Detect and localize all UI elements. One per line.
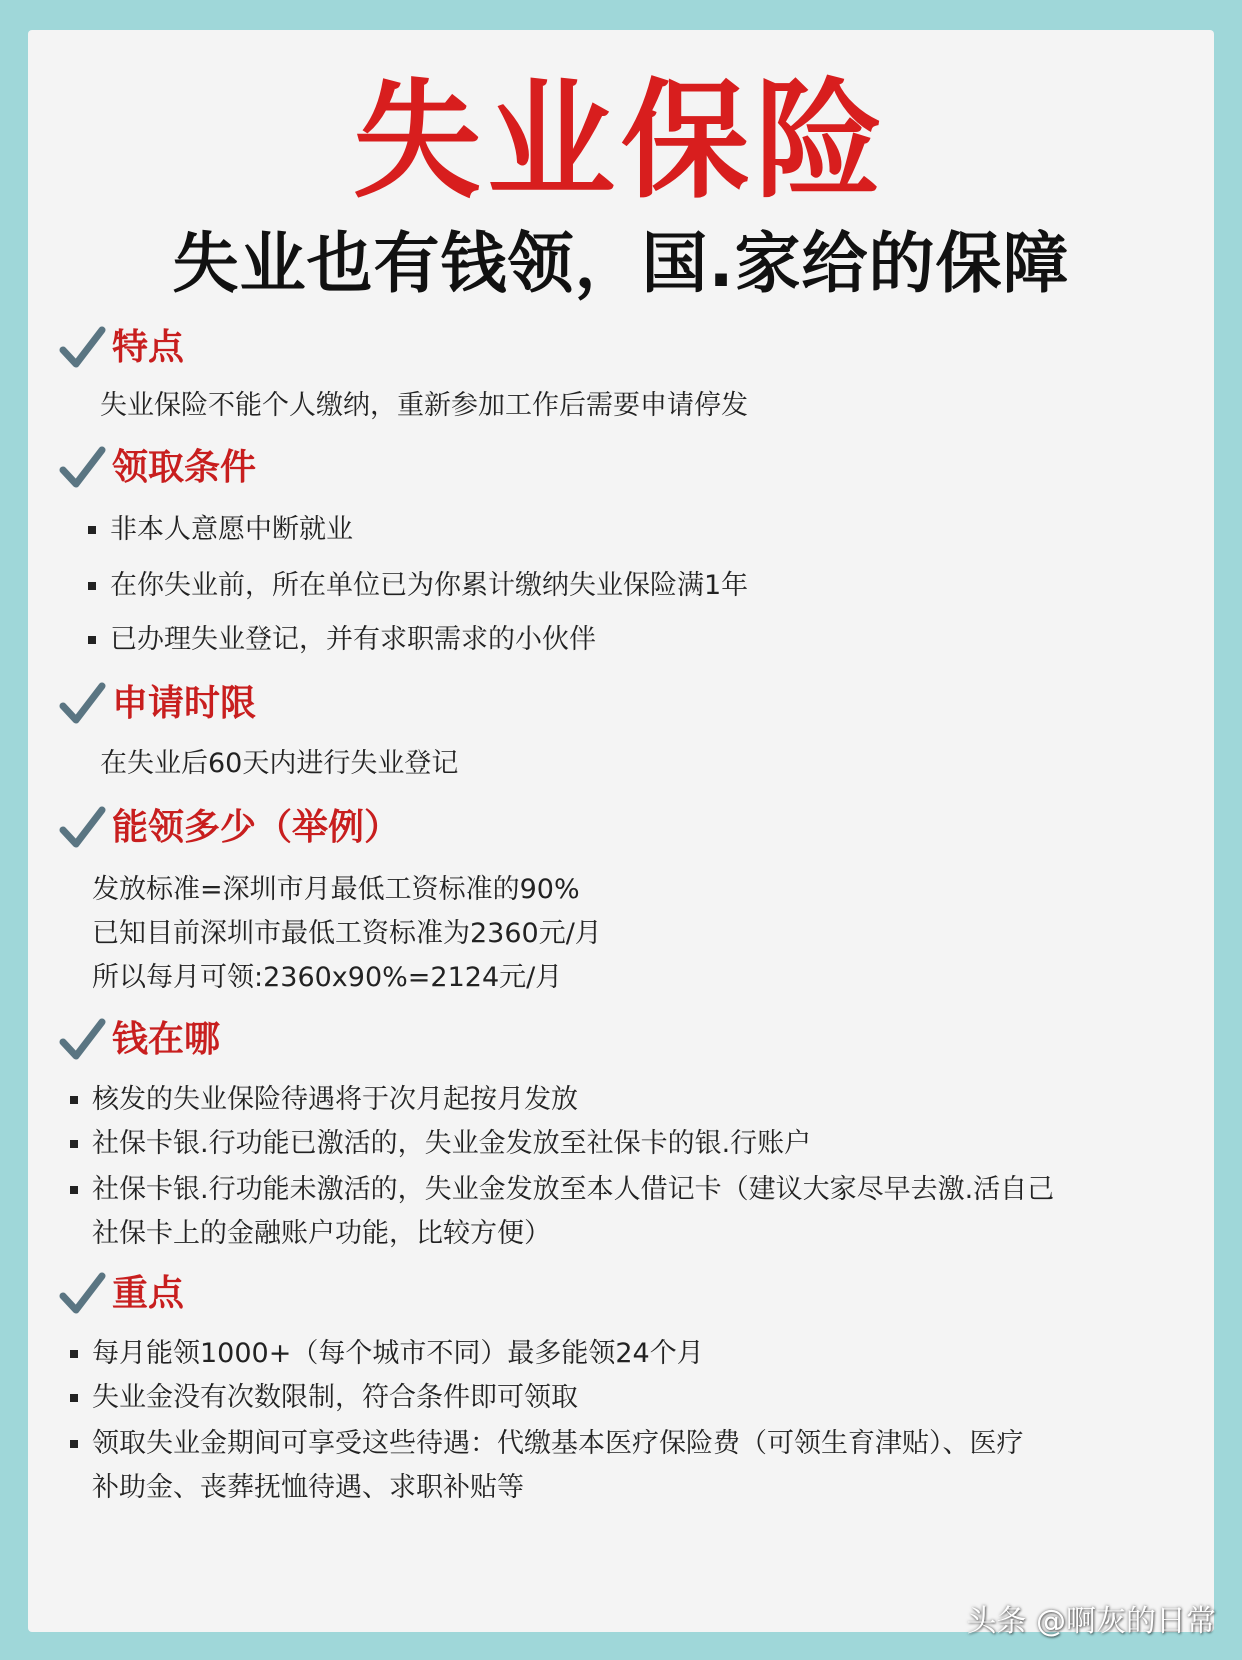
watermark: 头条 @啊灰的日常 [966,1604,1216,1639]
section-title: 特点 [112,327,185,368]
list-item: 在你失业前，所在单位已为你累计缴纳失业保险满1年 [110,566,748,606]
list-item: 每月能领1000+（每个城市不同）最多能领24个月 [92,1334,704,1374]
section-heading-amount [58,800,400,856]
section-text: 发放标准=深圳市月最低工资标准的90% [92,874,580,905]
checkmark-icon [58,1270,106,1318]
list-item: 失业金没有次数限制，符合条件即可领取 [92,1378,578,1418]
checkmark-icon [58,324,106,372]
section-title: 领取条件 [112,447,257,488]
list-item: 核发的失业保险待遇将于次月起按月发放 [92,1080,578,1120]
section-text: 已知目前深圳市最低工资标准为2360元/月 [92,918,602,949]
section-title: 能领多少（举例） [112,807,401,848]
section-title: 钱在哪 [112,1019,221,1060]
section-heading-key-points [58,1266,184,1322]
section-text: 所以每月可领:2360x90%=2124元/月 [92,962,563,993]
list-item: 已办理失业登记，并有求职需求的小伙伴 [110,620,596,660]
list-item: 社保卡银.行功能未激活的，失业金发放至本人借记卡（建议大家尽早去激.活自己 [92,1170,1054,1210]
section-heading-payment [58,1012,220,1068]
section-title: 重点 [112,1273,185,1314]
section-heading-features [58,320,184,376]
section-title: 申请时限 [112,683,257,724]
section-text: 在失业后60天内进行失业登记 [100,748,459,779]
page-title: 失业保险 [352,67,889,216]
section-heading-deadline [58,676,256,732]
checkmark-icon [58,1016,106,1064]
checkmark-icon [58,680,106,728]
checkmark-icon [58,804,106,852]
checkmark-icon [58,444,106,492]
page-subtitle: 失业也有钱领，国.家给的保障 [172,225,1070,302]
section-heading-conditions [58,440,256,496]
list-item: 非本人意愿中断就业 [110,510,353,550]
list-item-continuation: 补助金、丧葬抚恤待遇、求职补贴等 [92,1472,524,1503]
list-item: 社保卡银.行功能已激活的，失业金发放至社保卡的银.行账户 [92,1124,811,1164]
list-item: 领取失业金期间可享受这些待遇：代缴基本医疗保险费（可领生育津贴）、医疗 [92,1424,1024,1464]
section-text: 失业保险不能个人缴纳，重新参加工作后需要申请停发 [100,390,748,421]
list-item-continuation: 社保卡上的金融账户功能，比较方便） [92,1218,551,1249]
